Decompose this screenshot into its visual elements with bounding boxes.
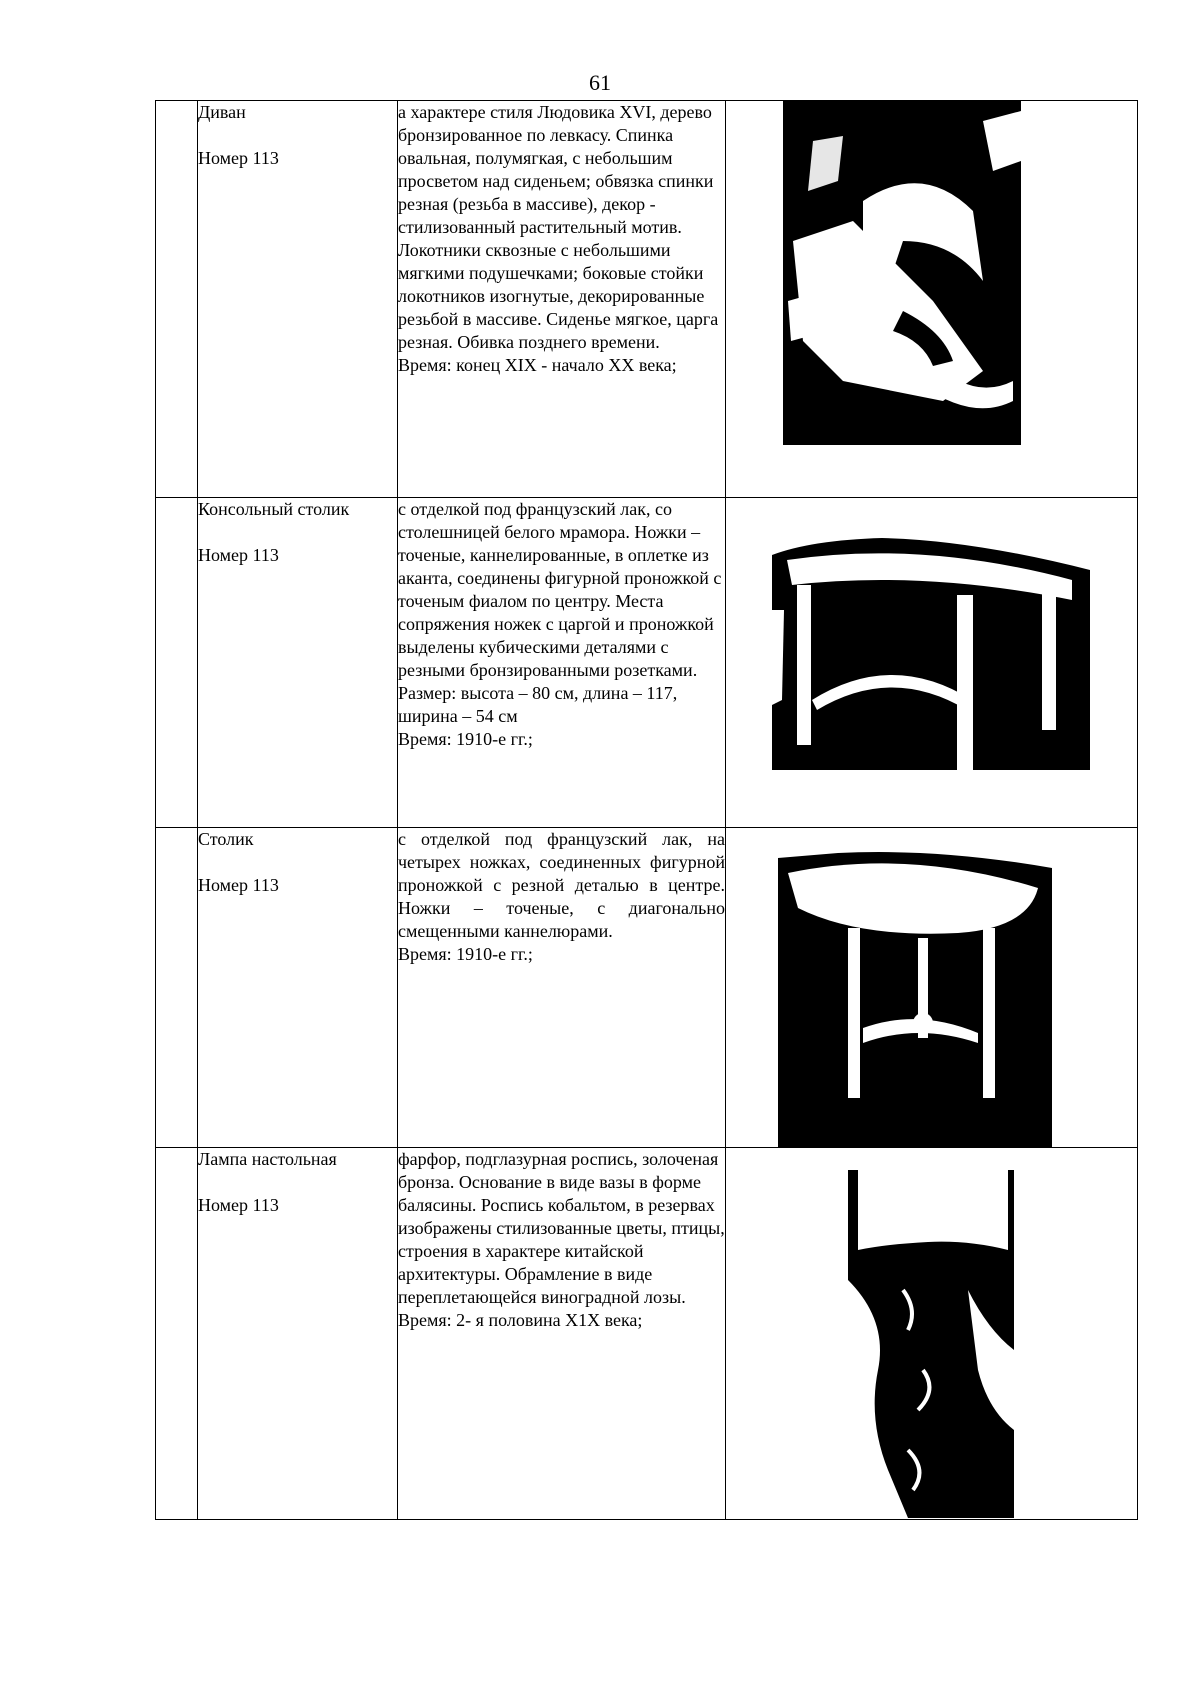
sofa-photo [783, 101, 1021, 445]
description-text: фарфор, подглазурная роспись, золоченая бронза. Основание в виде вазы в форме балясины. Роспись кобальтом, в резервах изображены стилизованные цветы, птицы, строения в характере китайской архитектуры. Обрамление в виде переплетающейся виноградной лозы. [398, 1149, 725, 1307]
description-text: с отделкой под французский лак, на четырех ножках, соединенных фигурной проножкой с резной деталью в центре. Ножки – точеные, с диагонально смещенными каннелюрами. [398, 829, 725, 941]
catalog-table [155, 100, 1138, 1520]
description-text: а характере стиля Людовика XVI, дерево бронзированное по левкасу. Спинка овальная, полумягкая, с небольшим просветом над сиденьем; обвязка спинки резная (резьба в массиве), декор - стилизованный растительный мотив. Локотники сквозные с небольшими мягкими подушечками; боковые стойки локотников изогнутые, декорированные резьбой в массиве. Сиденье мягкое, царга резная. Обивка позднего времени. [398, 102, 719, 352]
photo-cell [726, 828, 1138, 1148]
description-time: Время: 2- я половина X1X века; [398, 1310, 643, 1330]
item-description [398, 828, 726, 1148]
item-title: Консольный столик [198, 499, 350, 519]
item-number: Номер 113 [198, 148, 279, 168]
item-description [398, 498, 726, 828]
item-name-cell [198, 101, 398, 498]
blank-cell [156, 1148, 198, 1520]
description-size: Размер: высота – 80 см, длина – 117, ширина – 54 см [398, 683, 678, 726]
item-title: Диван [198, 102, 246, 122]
item-title: Лампа настольная [198, 1149, 337, 1169]
table-lamp-photo [848, 1170, 1014, 1518]
table-row [156, 101, 1138, 498]
item-title: Столик [198, 829, 254, 849]
page-number: 61 [589, 70, 611, 95]
photo-cell [726, 1148, 1138, 1520]
item-number: Номер 113 [198, 1195, 279, 1215]
item-name-cell [198, 828, 398, 1148]
item-number: Номер 113 [198, 545, 279, 565]
console-table-photo [772, 500, 1090, 770]
side-table-photo [778, 828, 1052, 1148]
table-row [156, 498, 1138, 828]
item-name-cell [198, 498, 398, 828]
table-row [156, 828, 1138, 1148]
description-time: Время: конец XIX - начало XX века; [398, 355, 677, 375]
photo-cell [726, 498, 1138, 828]
photo-cell [726, 101, 1138, 498]
blank-cell [156, 828, 198, 1148]
table-row [156, 1148, 1138, 1520]
item-number: Номер 113 [198, 875, 279, 895]
description-time: Время: 1910-е гг.; [398, 944, 533, 964]
item-description [398, 101, 726, 498]
description-text: с отделкой под французский лак, со столешницей белого мрамора. Ножки – точеные, каннелированные, в оплетке из аканта, соединены фигурной проножкой с точеным фиалом по центру. Места сопряжения ножек с царгой и проножкой выделены кубическими деталями с резными бронзированными розетками. [398, 499, 722, 680]
item-description [398, 1148, 726, 1520]
blank-cell [156, 101, 198, 498]
blank-cell [156, 498, 198, 828]
item-name-cell [198, 1148, 398, 1520]
description-time: Время: 1910-е гг.; [398, 729, 533, 749]
